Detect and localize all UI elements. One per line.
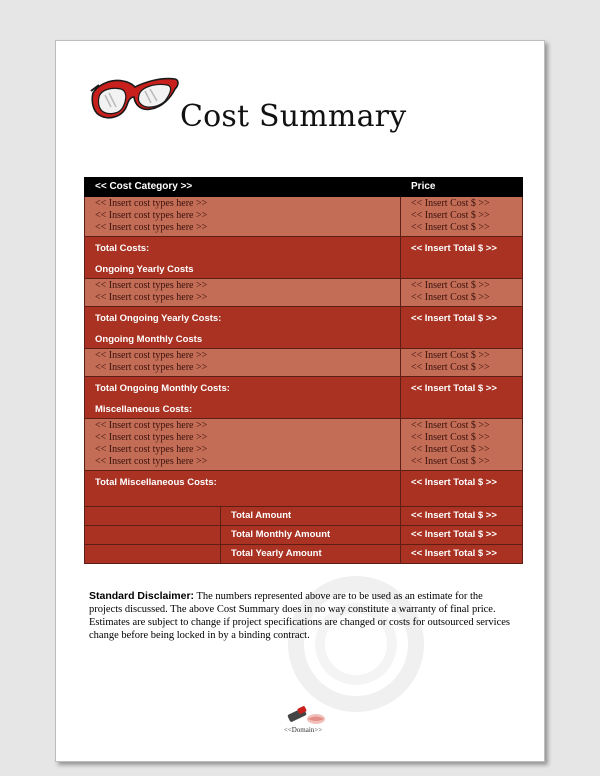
column-header-category: << Cost Category >>	[85, 178, 401, 197]
misc-total-label: Total Miscellaneous Costs:	[85, 471, 401, 507]
cost-type-placeholder[interactable]: << Insert cost types here >>	[95, 444, 208, 455]
cost-price-placeholder[interactable]: << Insert Cost $ >>	[411, 432, 490, 443]
total-monthly-amount-value[interactable]: << Insert Total $ >>	[401, 526, 523, 545]
total-yearly-amount-label: Total Yearly Amount	[221, 545, 401, 564]
total-amount-label: Total Amount	[221, 507, 401, 526]
total-costs-cell	[85, 237, 401, 279]
cost-type-placeholder[interactable]: << Insert cost types here >>	[95, 292, 208, 303]
cost-type-placeholder[interactable]: << Insert cost types here >>	[95, 362, 208, 373]
cost-price-placeholder[interactable]: << Insert Cost $ >>	[411, 210, 490, 221]
total-monthly-amount-row	[85, 526, 523, 545]
monthly-items-row	[85, 349, 523, 377]
cat-eye-glasses-icon	[89, 71, 181, 127]
yearly-items-row	[85, 279, 523, 307]
disclaimer-text: The numbers represented above are to be used as an estimate for the projects discussed. The above Cost Summary does in no way constitute a warranty of final price. Estimates are subject to change if project specifications are changed or costs for outsourced services change before being locked in by a binding contract.	[89, 591, 511, 641]
cost-type-placeholder[interactable]: << Insert cost types here >>	[95, 210, 208, 221]
cost-type-placeholder[interactable]: << Insert cost types here >>	[95, 420, 208, 431]
standard-disclaimer	[89, 590, 514, 642]
cost-type-placeholder[interactable]: << Insert cost types here >>	[95, 432, 208, 443]
initial-item-prices	[401, 197, 523, 237]
blank-cell	[85, 526, 221, 545]
footer-domain: <<Domain>>	[283, 726, 323, 734]
total-costs-value[interactable]: << Insert Total $ >>	[401, 237, 523, 279]
cost-summary-table	[84, 177, 523, 564]
monthly-item-prices	[401, 349, 523, 377]
yearly-total-row	[85, 307, 523, 349]
total-costs-label: Total Costs:	[95, 243, 150, 254]
misc-item-prices	[401, 419, 523, 471]
disclaimer-label: Standard Disclaimer:	[89, 590, 195, 602]
blank-cell	[85, 507, 221, 526]
cost-price-placeholder[interactable]: << Insert Cost $ >>	[411, 456, 490, 467]
yearly-total-cell	[85, 307, 401, 349]
cost-price-placeholder[interactable]: << Insert Cost $ >>	[411, 420, 490, 431]
cost-price-placeholder[interactable]: << Insert Cost $ >>	[411, 350, 490, 361]
misc-costs-heading: Miscellaneous Costs:	[95, 404, 193, 415]
lipstick-icon	[282, 705, 328, 727]
cost-price-placeholder[interactable]: << Insert Cost $ >>	[411, 222, 490, 233]
cost-type-placeholder[interactable]: << Insert cost types here >>	[95, 280, 208, 291]
misc-total-value[interactable]: << Insert Total $ >>	[401, 471, 523, 507]
misc-items-row	[85, 419, 523, 471]
cost-price-placeholder[interactable]: << Insert Cost $ >>	[411, 280, 490, 291]
cost-price-placeholder[interactable]: << Insert Cost $ >>	[411, 444, 490, 455]
initial-item-types	[85, 197, 401, 237]
initial-items-row	[85, 197, 523, 237]
cost-type-placeholder[interactable]: << Insert cost types here >>	[95, 456, 208, 467]
total-yearly-amount-value[interactable]: << Insert Total $ >>	[401, 545, 523, 564]
monthly-total-cell	[85, 377, 401, 419]
yearly-item-prices	[401, 279, 523, 307]
total-costs-row	[85, 237, 523, 279]
document-page	[55, 40, 545, 762]
monthly-total-value[interactable]: << Insert Total $ >>	[401, 377, 523, 419]
cost-type-placeholder[interactable]: << Insert cost types here >>	[95, 350, 208, 361]
blank-cell	[85, 545, 221, 564]
cost-price-placeholder[interactable]: << Insert Cost $ >>	[411, 292, 490, 303]
yearly-total-value[interactable]: << Insert Total $ >>	[401, 307, 523, 349]
yearly-item-types	[85, 279, 401, 307]
total-yearly-amount-row	[85, 545, 523, 564]
yearly-total-label: Total Ongoing Yearly Costs:	[95, 313, 222, 324]
misc-total-row	[85, 471, 523, 507]
misc-item-types	[85, 419, 401, 471]
cost-type-placeholder[interactable]: << Insert cost types here >>	[95, 198, 208, 209]
cost-price-placeholder[interactable]: << Insert Cost $ >>	[411, 362, 490, 373]
total-amount-value[interactable]: << Insert Total $ >>	[401, 507, 523, 526]
monthly-total-label: Total Ongoing Monthly Costs:	[95, 383, 230, 394]
yearly-costs-heading: Ongoing Yearly Costs	[95, 264, 194, 275]
monthly-total-row	[85, 377, 523, 419]
cost-price-placeholder[interactable]: << Insert Cost $ >>	[411, 198, 490, 209]
monthly-costs-heading: Ongoing Monthly Costs	[95, 334, 203, 345]
page-title: Cost Summary	[180, 99, 407, 134]
column-header-price: Price	[401, 178, 523, 197]
total-amount-row	[85, 507, 523, 526]
table-header-row	[85, 178, 523, 197]
total-monthly-amount-label: Total Monthly Amount	[221, 526, 401, 545]
monthly-item-types	[85, 349, 401, 377]
cost-type-placeholder[interactable]: << Insert cost types here >>	[95, 222, 208, 233]
